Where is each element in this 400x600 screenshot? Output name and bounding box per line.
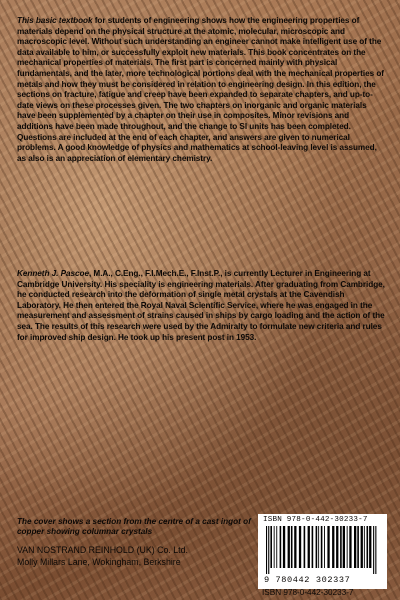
author-bio-text: , M.A., C.Eng., F.I.Mech.E., F.Inst.P., is currently Lecturer in Engineering at Cambridge University. His speciality is engineering materials. After graduating from Cambridge, he conducted research into the deformation of single metal crystals at the Cavendish Laboratory. He then entered the Royal Naval Scientific Service, where he was engaged in the measurement and assessment of strains caused in ships by cargo loading and the action of the sea. The results of this research were used by the Admiralty to formulate new criteria and rules for improved ship design. He took up his present post in 1953. — [17, 269, 385, 342]
barcode-bar — [343, 526, 345, 568]
isbn-top-label: ISBN 978-0-442-30233-7 — [263, 516, 368, 524]
barcode-digits: 9 780442 302337 — [264, 575, 351, 585]
cover-caption: The cover shows a section from the centre of a cast ingot of copper showing columnar crystals — [17, 517, 251, 536]
barcode-bar — [283, 526, 285, 568]
barcode-bar — [373, 526, 374, 574]
barcode-bar — [318, 526, 319, 568]
barcode-bar — [375, 526, 376, 574]
barcode-bar — [274, 526, 275, 568]
barcode-icon — [264, 526, 381, 574]
barcode-bar — [332, 526, 334, 568]
barcode-bar — [291, 526, 293, 568]
author-name: Kenneth J. Pascoe — [17, 269, 89, 278]
barcode-bar — [304, 526, 306, 568]
barcode-panel — [258, 514, 387, 589]
barcode-bar — [294, 526, 296, 568]
barcode-bar — [340, 526, 342, 568]
barcode-bar — [364, 526, 365, 568]
barcode-bar — [321, 526, 323, 568]
barcode-bar — [270, 526, 272, 568]
isbn-bottom-label: ISBN 978-0-442-30233-7 — [262, 588, 354, 597]
barcode-bar — [280, 526, 282, 568]
barcode-bar — [266, 526, 267, 574]
barcode-bar — [324, 526, 325, 568]
barcode-bar — [354, 526, 356, 568]
barcode-bar — [369, 526, 371, 568]
barcode-bar — [327, 526, 329, 568]
barcode-bar — [308, 526, 310, 568]
barcode-bar — [367, 526, 369, 568]
publisher-info — [17, 545, 257, 568]
book-description — [17, 16, 387, 164]
barcode-bar — [312, 526, 314, 568]
barcode-bar — [288, 526, 290, 568]
barcode-bar — [316, 526, 318, 568]
barcode-bar — [276, 526, 277, 568]
barcode-bar — [357, 526, 359, 568]
author-bio — [17, 269, 387, 343]
barcode-bar — [347, 526, 348, 568]
publisher-name: VAN NOSTRAND REINHOLD (UK) Co. Ltd. — [17, 545, 188, 555]
barcode-bar — [299, 526, 301, 568]
barcode-bar — [336, 526, 338, 568]
description-lead: This basic textbook — [17, 16, 93, 25]
publisher-address: Molly Millars Lane, Wokingham, Berkshire — [17, 556, 181, 567]
barcode-bar — [361, 526, 363, 568]
description-text: for students of engineering shows how the engineering properties of materials depend on the physical structure at the atomic, molecular, microscopic and macroscopic level. Without such understanding an engineer cannot make intelligent use of the data available to him, or successfully exploit new materials. This book concentrates on the mechanical properties of materials. The first part is concerned mainly with physical fundamentals, and the later, more technological portions deal with the mechanical properties of metals and how they must be considered in relation to engineering design. In this edition, the sections on fracture, fatigue and creep have been expanded to separate chapters, and up-to-date views on these processes given. The two chapters on inorganic and organic materials have been supplemented by a chapter on their use in composites. Minor revisions and additions have been made throughout, and the change to SI units has been completed. Questions are included at the end of each chapter, and answers are given to numerical problems. A good knowledge of physics and mathematics at school-leaving level is assumed, as also is an appreciation of elementary chemistry. — [17, 16, 384, 163]
barcode-bar — [349, 526, 351, 568]
barcode-bar — [268, 526, 269, 574]
